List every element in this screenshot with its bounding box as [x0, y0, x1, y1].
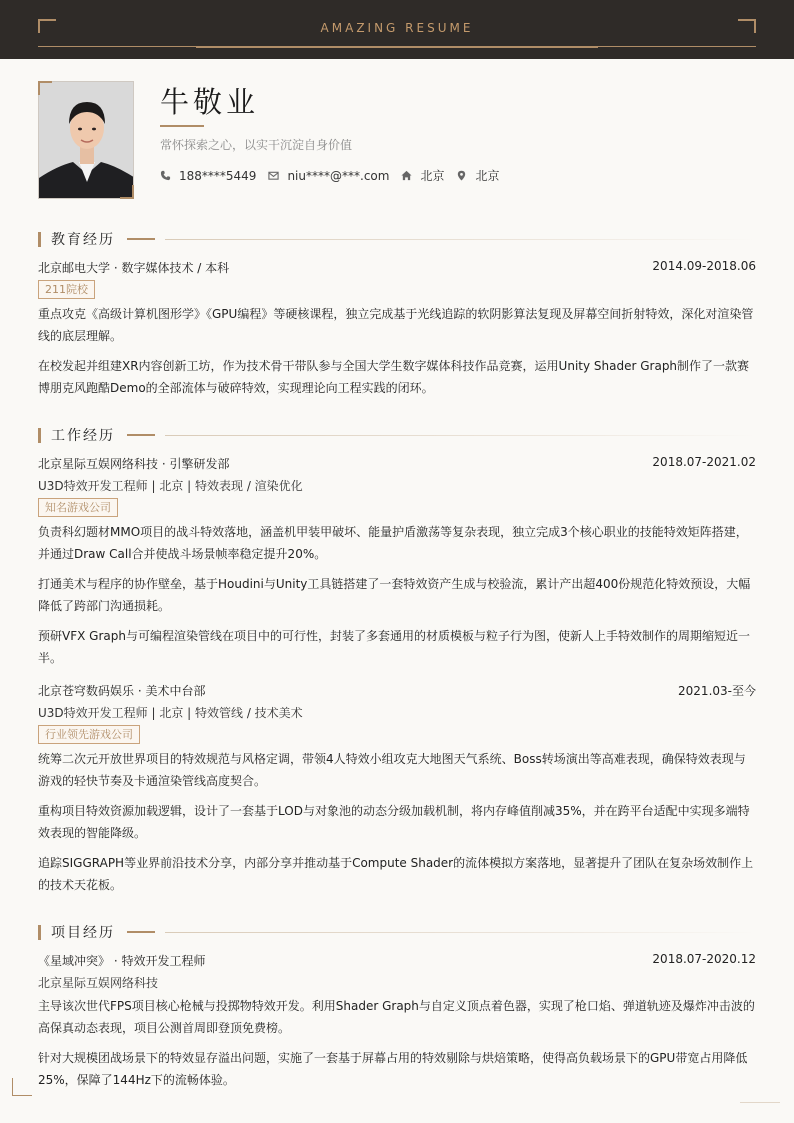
mail-icon — [268, 170, 279, 181]
section-rule — [165, 239, 756, 240]
section-rule — [165, 435, 756, 436]
job-period: 2018.07-2021.02 — [652, 455, 756, 469]
job-tag: 知名游戏公司 — [38, 498, 118, 517]
profile-photo — [38, 81, 134, 199]
section-dash — [127, 238, 155, 240]
page-footer-rule — [740, 1102, 780, 1103]
project-company: 北京星际互娱网络科技 — [38, 976, 159, 990]
contact-phone — [160, 169, 256, 183]
header-bar — [0, 0, 794, 59]
candidate-tagline: 常怀探索之心，以实干沉淀自身价值 — [160, 138, 353, 152]
name-underline — [160, 125, 204, 127]
email-address: niu****@***.com — [287, 168, 390, 183]
header-title: AMAZING RESUME — [320, 21, 474, 35]
section-rule — [165, 932, 756, 933]
education-period: 2014.09-2018.06 — [652, 259, 756, 273]
avatar — [38, 81, 134, 199]
job-role: U3D特效开发工程师 | 北京 | 特效表现 / 渲染优化 — [38, 479, 303, 493]
job-role: U3D特效开发工程师 | 北京 | 特效管线 / 技术美术 — [38, 706, 303, 720]
education-item: 在校发起并组建XR内容创新工坊，作为技术骨干带队参与全国大学生数字媒体科技作品竞赛，运用Unity Shader Graph制作了一款赛博朋克风跑酷Demo的全部流体与破碎特效，实现理论向工程实践的闭环。 — [38, 359, 750, 395]
current-location: 北京 — [475, 169, 500, 183]
hometown: 北京 — [420, 169, 445, 183]
project-period: 2018.07-2020.12 — [652, 952, 756, 966]
section-education-title — [38, 230, 756, 248]
section-dash — [127, 434, 155, 436]
education-header — [38, 259, 756, 276]
job-item: 预研VFX Graph与可编程渲染管线在项目中的可行性，封装了多套通用的材质模板与粒子行为图，使新人上手特效制作的周期缩短近一半。 — [38, 629, 750, 665]
job-item: 重构项目特效资源加载逻辑，设计了一套基于LOD与对象池的动态分级加载机制，将内存峰值削减35%，并在跨平台适配中实现多端特效表现的智能降级。 — [38, 804, 750, 840]
section-work-title — [38, 426, 756, 444]
job-item: 统筹二次元开放世界项目的特效规范与风格定调，带领4人特效小组攻克大地图天气系统、Boss转场演出等高难表现，确保特效表现与游戏的轻快节奏及卡通渲染管线高度契合。 — [38, 752, 746, 788]
home-icon — [401, 170, 412, 181]
contact-info — [160, 167, 511, 184]
header-rule-accent — [196, 46, 598, 48]
portrait-image — [39, 82, 134, 199]
contact-hometown — [401, 167, 444, 184]
job-item: 追踪SIGGRAPH等业界前沿技术分享，内部分享并推动基于Compute Shader的流体模拟方案落地，显著提升了团队在复杂场效制作上的技术天花板。 — [38, 856, 754, 892]
job-company: 北京苍穹数码娱乐 · 美术中台部 — [38, 684, 206, 698]
photo-corner-top-left — [38, 81, 52, 95]
section-marker — [38, 232, 41, 247]
education-tag: 211院校 — [38, 280, 95, 299]
job-company: 北京星际互娱网络科技 · 引擎研发部 — [38, 457, 230, 471]
job-item: 打通美术与程序的协作壁垒，基于Houdini与Unity工具链搭建了一套特效资产生成与校验流，累计产出超400份规范化特效预设，大幅降低了跨部门沟通损耗。 — [38, 577, 751, 613]
section-label: 项目经历 — [51, 925, 115, 941]
section-label: 工作经历 — [51, 428, 115, 444]
job-item: 负责科幻题材MMO项目的战斗特效落地，涵盖机甲装甲破坏、能量护盾激荡等复杂表现，独立完成3个核心职业的技能特效矩阵搭建，并通过Draw Call合并使战斗场景帧率稳定提升20%。 — [38, 525, 748, 561]
project-name: 《星域冲突》 · 特效开发工程师 — [38, 954, 206, 968]
job-period: 2021.03-至今 — [678, 684, 756, 698]
education-school: 北京邮电大学 · 数字媒体技术 / 本科 — [38, 261, 230, 275]
section-dash — [127, 931, 155, 933]
candidate-name: 牛敬业 — [160, 85, 260, 119]
project-item: 主导该次世代FPS项目核心枪械与投掷物特效开发。利用Shader Graph与自定义顶点着色器，实现了枪口焰、弹道轨迹及爆炸冲击波的高保真动态表现，项目公测首周即登顶免费榜。 — [38, 999, 755, 1035]
phone-icon — [160, 170, 171, 181]
job-header — [38, 682, 756, 699]
page-corner-decoration — [12, 1078, 32, 1096]
photo-corner-bottom-right — [120, 185, 134, 199]
job-tag: 行业领先游戏公司 — [38, 725, 140, 744]
job-header — [38, 455, 756, 472]
education-item: 重点攻克《高级计算机图形学》《GPU编程》等硬核课程，独立完成基于光线追踪的软阴影算法复现及屏幕空间折射特效，深化对渲染管线的底层理解。 — [38, 307, 754, 343]
section-marker — [38, 428, 41, 443]
project-header — [38, 952, 756, 969]
section-projects-title — [38, 923, 756, 941]
location-pin-icon — [456, 170, 467, 181]
phone-number: 188****5449 — [179, 168, 257, 183]
project-item: 针对大规模团战场景下的特效显存溢出问题，实施了一套基于屏幕占用的特效剔除与烘焙策略，使得高负载场景下的GPU带宽占用降低25%，保障了144Hz下的流畅体验。 — [38, 1051, 748, 1087]
contact-location — [456, 167, 499, 184]
section-label: 教育经历 — [51, 232, 115, 248]
contact-email — [268, 169, 389, 183]
section-marker — [38, 925, 41, 940]
